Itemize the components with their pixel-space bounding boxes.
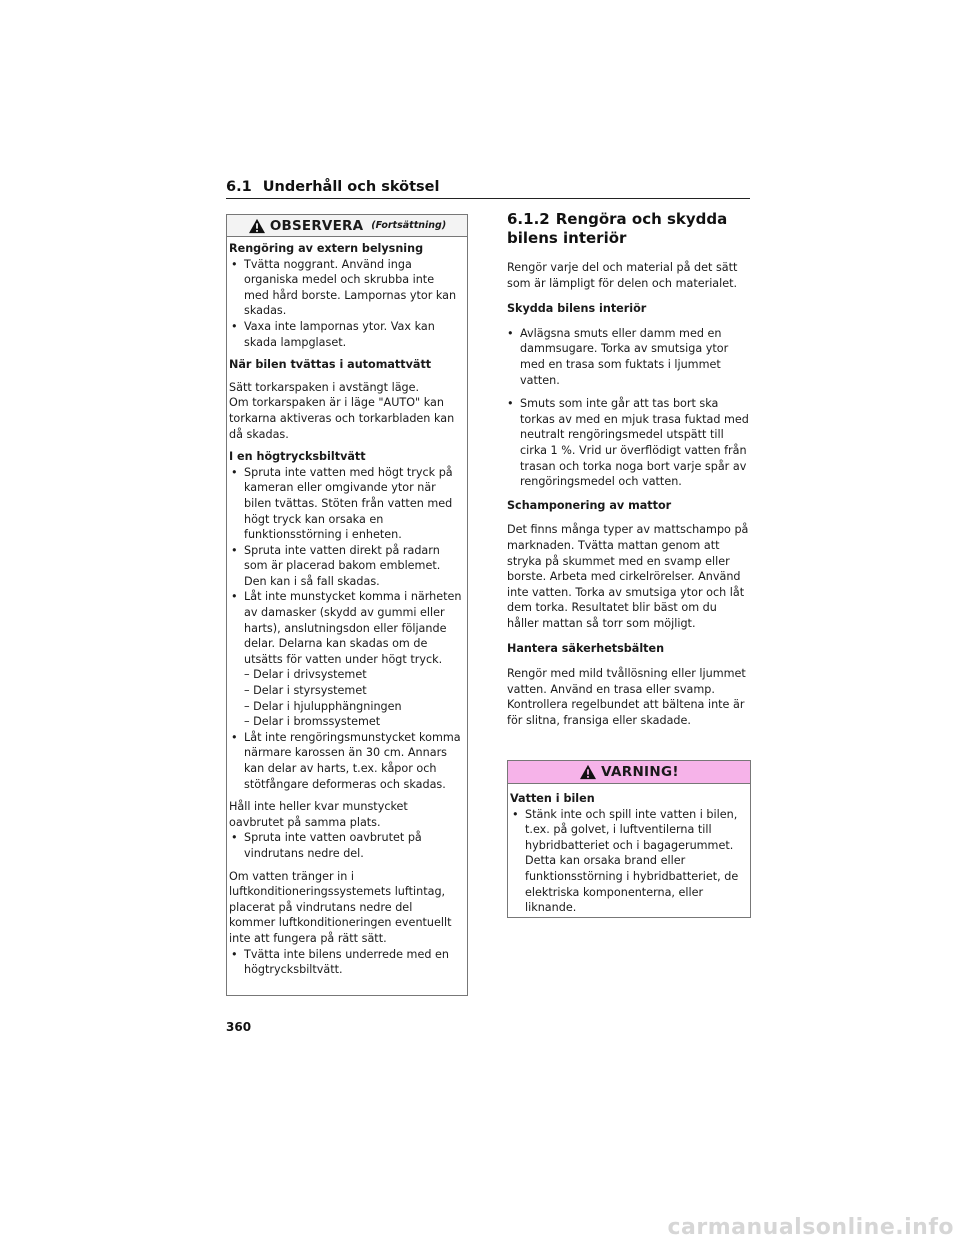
paragraph: Rengör med mild tvållösning eller ljummet vatten. Använd en trasa eller svamp. Kontrollera regelbundet att bältena inte är för slitna, fransiga eller skadade. bbox=[507, 667, 746, 727]
notice-paragraph: Om torkarspaken är i läge "AUTO" kan torkarna aktiveras och torkarbladen kan då skadas. bbox=[229, 396, 455, 441]
list-item bbox=[229, 589, 462, 729]
sub-list-item: – Delar i drivsystemet bbox=[244, 667, 462, 683]
notice-header bbox=[227, 215, 467, 237]
notice-body bbox=[227, 237, 467, 978]
section-header bbox=[226, 179, 750, 199]
list-item: • Låt inte rengöringsmunstycket komma närmare karossen än 30 cm. Annars kan delar av harts, t.ex. kåpor och stötfångare deformeras och skadas. bbox=[229, 730, 462, 792]
list-item: • Smuts som inte går att tas bort ska torkas av med en mjuk trasa fuktad med neutralt rengöringsmedel utspätt till cirka 1 %. Vrid ur överflödigt vatten från trasan och torka noga bort varje spår av rengöringsmedel och vatten. bbox=[507, 396, 751, 490]
section-title: Underhåll och skötsel bbox=[262, 179, 440, 195]
sub-list-item: – Delar i bromssystemet bbox=[244, 714, 462, 730]
paragraph: Det finns många typer av mattschampo på marknaden. Tvätta mattan genom att stryka på skummet med en svamp eller borste. Arbeta med cirkelrörelser. Använd inte vatten. Torka av smutsiga ytor och låt dem torka. Resultatet blir bäst om du håller mattan så torr som möjligt. bbox=[507, 523, 749, 630]
list-item: • Tvätta inte bilens underrede med en högtrycksbiltvätt. bbox=[229, 947, 462, 978]
right-column bbox=[507, 210, 751, 738]
list-item: • Spruta inte vatten direkt på radarn som är placerad bakom emblemet. Den kan i så fall skadas. bbox=[229, 543, 462, 590]
subsection-title bbox=[507, 210, 751, 248]
sub-list bbox=[244, 667, 462, 729]
sub-list-item: – Delar i styrsystemet bbox=[244, 683, 462, 699]
warning-triangle-icon bbox=[248, 218, 266, 234]
list-item-text: Låt inte munstycket komma i närheten av damasker (skydd av gummi eller harts), anslutningsdon eller följande delar. Delarna kan skadas om de utsätts för vatten under högt tryck. bbox=[244, 590, 462, 666]
notice-list bbox=[229, 257, 462, 351]
notice-title: OBSERVERA bbox=[269, 217, 364, 234]
warning-body bbox=[508, 784, 750, 916]
watermark: carmanualsonline.info bbox=[667, 1215, 954, 1240]
list-item: • Stänk inte och spill inte vatten i bilen, t.ex. på golvet, i luftventilerna till hybridbatteriet och i bagagerummet. Detta kan orsaka brand eller funktionsstörning i hybridbatteriet, de elektriska komponenterna, eller liknande. bbox=[510, 807, 745, 916]
subsection-title-text: Rengöra och skydda bilens interiör bbox=[507, 210, 728, 247]
notice-heading: I en högtrycksbiltvätt bbox=[229, 450, 366, 464]
section-number: 6.1 bbox=[226, 179, 252, 195]
notice-heading: När bilen tvättas i automattvätt bbox=[229, 358, 432, 372]
notice-box bbox=[226, 214, 468, 996]
list-item: • Spruta inte vatten med högt tryck på kameran eller omgivande ytor när bilen tvättas. Stöten från vatten med högt tryck kan orsaka en funktionsstörning i enheten. bbox=[229, 465, 462, 543]
warning-triangle-icon bbox=[579, 764, 597, 780]
list-item: • Avlägsna smuts eller damm med en dammsugare. Torka av smutsiga ytor med en trasa som fuktats i ljummet vatten. bbox=[507, 326, 751, 388]
notice-paragraph: Om vatten tränger in i luftkonditioneringssystemets luftintag, placerat på vindrutans nedre del kommer luftkonditioneringen eventuellt inte att fungera på rätt sätt. bbox=[229, 869, 452, 945]
subheading: Hantera säkerhetsbälten bbox=[507, 642, 665, 656]
notice-paragraph: Sätt torkarspaken i avstängt läge. bbox=[229, 380, 420, 394]
subheading: Skydda bilens interiör bbox=[507, 302, 647, 316]
page-number: 360 bbox=[226, 1020, 252, 1034]
notice-paragraph: Håll inte heller kvar munstycket oavbrutet på samma plats. bbox=[229, 800, 408, 829]
notice-list bbox=[229, 947, 462, 978]
warning-title: VARNING! bbox=[601, 764, 679, 780]
list-item: • Spruta inte vatten oavbrutet på vindrutans nedre del. bbox=[229, 830, 462, 861]
notice-heading: Rengöring av extern belysning bbox=[229, 242, 424, 255]
sub-list-item: – Delar i hjulupphängningen bbox=[244, 699, 462, 715]
warning-header bbox=[508, 761, 750, 784]
notice-list bbox=[229, 465, 462, 792]
interior-list bbox=[507, 326, 751, 490]
notice-list bbox=[229, 830, 462, 861]
list-item: • Vaxa inte lampornas ytor. Vax kan skada lampglaset. bbox=[229, 319, 462, 350]
intro-paragraph: Rengör varje del och material på det sätt som är lämpligt för delen och materialet. bbox=[507, 261, 738, 290]
warning-box bbox=[507, 760, 751, 918]
warning-heading: Vatten i bilen bbox=[510, 792, 595, 805]
subsection-number: 6.1.2 bbox=[507, 210, 550, 228]
notice-subtitle: (Fortsättning) bbox=[371, 220, 447, 231]
list-item: • Tvätta noggrant. Använd inga organiska medel och skrubba inte med hård borste. Lampornas ytor kan skadas. bbox=[229, 257, 462, 319]
subheading: Schamponering av mattor bbox=[507, 498, 672, 512]
warning-list bbox=[510, 807, 745, 916]
